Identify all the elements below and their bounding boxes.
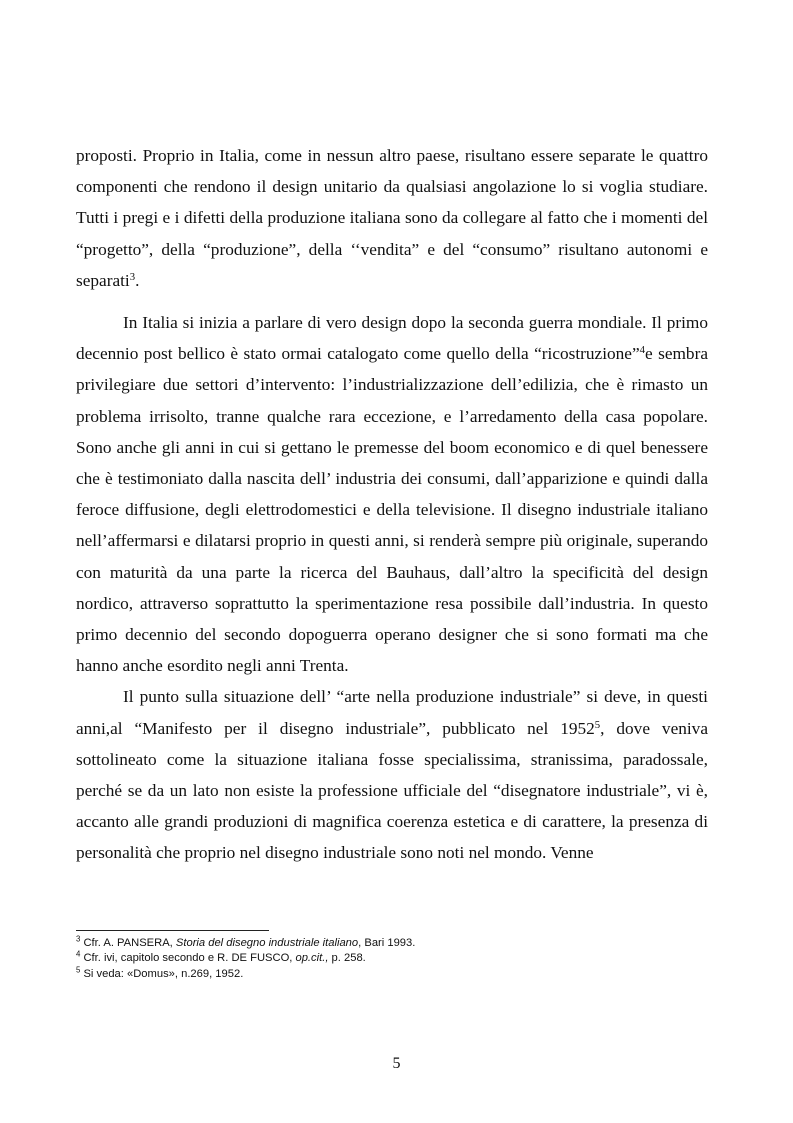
paragraph-2	[76, 307, 708, 681]
body-text	[76, 140, 708, 869]
paragraph-3-text-a: Il punto sulla situazione dell’ “arte nella produzione industriale” si deve, in questi anni,al “Manifesto per il disegno industriale”, pubblicato nel 1952	[76, 687, 708, 738]
footnotes	[76, 936, 716, 982]
footnote-5	[76, 967, 716, 982]
footnote-ref-4[interactable]: 4	[639, 344, 646, 357]
footnote-ref-3[interactable]: 3	[129, 270, 136, 283]
footnote-title: op.cit.,	[295, 952, 329, 965]
paragraph-3-text-b: , dove veniva sottolineato come la situazione italiana fosse specialissima, stranissima, paradossale, perché se da un lato non esiste la professione ufficiale del “disegnatore industriale”, vi è, accanto alle grandi produzioni di magnifica coerenza estetica e di carattere, la presenza di personalità che proprio nel disegno industriale sono noti nel mondo. Venne	[76, 718, 708, 863]
paragraph-2-text-a: In Italia si inizia a parlare di vero design dopo la seconda guerra mondiale. Il primo decennio post bellico è stato ormai catalogato come quello della “ricostruzione”	[76, 313, 708, 364]
paragraph-3	[76, 681, 708, 868]
footnote-text-end: p. 258.	[328, 952, 366, 965]
footnote-text: Cfr. A. PANSERA,	[83, 937, 176, 949]
footnote-3	[76, 936, 716, 951]
paragraph-2-text-b: e sembra privilegiare due settori d’intervento: l’industrializzazione dell’edilizia, che è rimasto un problema irrisolto, tranne qualche rara eccezione, e l’arredamento della casa popolare. Sono anche gli anni in cui si gettano le premesse del boom economico e di quel benessere che è testimoniato dalla nascita dell’ industria dei consumi, dall’apparizione e quindi dalla feroce diffusione, degli elettrodomestici e della televisione. Il disegno industriale italiano nell’affermarsi e dilatarsi proprio in questi anni, si renderà sempre più originale, superando con maturità da una parte la ricerca del Bauhaus, dall’altro la specificità del design nordico, attraverso soprattutto la sperimentazione resa possibile dall’industria. In questo primo decennio del secondo dopoguerra operano designer che si sono formati ma che hanno anche esordito negli anni Trenta.	[76, 344, 708, 676]
page-number: 5	[392, 1055, 401, 1072]
paragraph-1	[76, 140, 708, 296]
footnote-text-end: , Bari 1993.	[358, 937, 416, 949]
footnote-text: Si veda: «Domus», n.269, 1952.	[83, 967, 244, 980]
footnote-text: Cfr. ivi, capitolo secondo e R. DE FUSCO,	[83, 952, 296, 965]
footnote-number: 5	[76, 965, 81, 975]
footnote-separator	[76, 930, 269, 931]
footnote-number: 4	[76, 949, 81, 959]
footnote-title: Storia del disegno industriale italiano	[175, 937, 359, 949]
paragraph-1-text: proposti. Proprio in Italia, come in nessun altro paese, risultano essere separate le quattro componenti che rendono il design unitario da qualsiasi angolazione lo si voglia studiare. Tutti i pregi e i difetti della produzione italiana sono da collegare al fatto che i momenti del “progetto”, della “produzione”, della ‘‘vendita” e del “consumo” risultano autonomi e separati	[76, 146, 708, 290]
footnote-number: 3	[76, 934, 81, 944]
paragraph-1-tail: .	[135, 270, 140, 290]
footnote-4	[76, 951, 716, 966]
footnote-ref-5[interactable]: 5	[594, 718, 601, 731]
